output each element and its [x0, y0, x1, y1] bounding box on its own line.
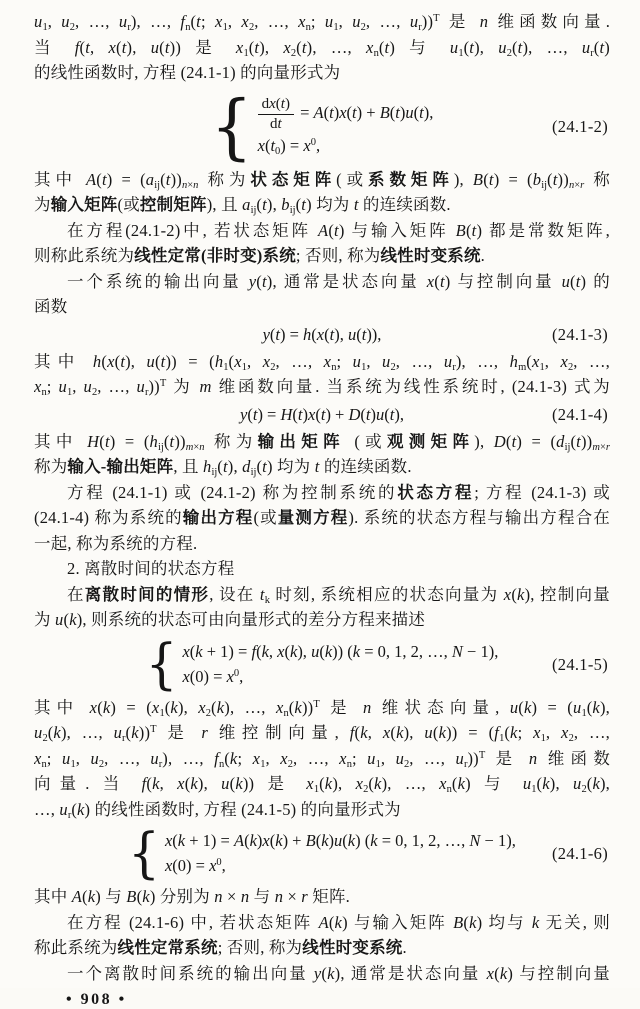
equation-body: [240, 402, 404, 427]
left-brace: {: [210, 84, 253, 168]
text-line: 为输入矩阵(或控制矩阵), 且 $a_{ij}(t)$, $b_{ij}(t)$ 均为 t 的连续函数.: [34, 195, 451, 216]
text-line: (24.1-4) 称为系统的输出方程(或量测方程). 系统的状态方程与输出方程合在: [34, 508, 610, 527]
text-line: $x_n$; $u_1$, $u_2$, …, $u_r))^T$ 为 m 维函数向量. 当系统为线性系统时, (24.1-3) 式为: [34, 377, 610, 398]
text-line: 其中 $A(t) = (a_{ij}(t))_{n\times n}$ 称为状态矩阵(或系数矩阵), $B(t) = (b_{ij}(t))_{n\times r}$ 称: [34, 169, 610, 191]
section-heading-discrete-time-state-equation: 2. 离散时间的状态方程: [67, 559, 235, 578]
text-line: 其中 $H(t) = (h_{ij}(t))_{m\times n}$ 称为输出矩阵 (或观测矩阵), $D(t) = (d_{ij}(t))_{m\times r}$: [34, 431, 610, 453]
equation-body: [145, 632, 499, 695]
equation-row: $x(0) = x^0$,: [164, 856, 226, 875]
equation-number: (24.1-3): [551, 324, 608, 344]
equation-body: [128, 821, 516, 885]
equation-body: [210, 84, 434, 168]
text-line: 一起, 称为系统的方程.: [34, 533, 198, 553]
equation-rows: [165, 828, 516, 878]
text-line: 其中 h(x(t), $u(t)) = (h_1(x_1$, $x_2$, …, $x_n$; $u_1$, $u_2$, …, $u_r$), …, $h_m(x_1$, $x_2$, …,: [34, 351, 610, 373]
equation-row: $x(0) = x^0$,: [182, 666, 244, 686]
equation-24-1-5: [34, 632, 610, 695]
text-line: 称此系统为线性定常系统; 否则, 称为线性时变系统.: [34, 938, 407, 957]
text-line: 为 u(k), 则系统的状态可由向量形式的差分方程来描述: [34, 610, 426, 629]
equation-rows: [182, 639, 498, 689]
page-body: [34, 9, 610, 986]
equation-24-1-4: [34, 402, 610, 427]
text-line: 一个离散时间系统的输出向量 y(k), 通常是状态向量 x(k) 与控制向量: [67, 963, 610, 983]
text-line: 在离散时间的情形, 设在 $t_k$ 时刻, 系统相应的状态向量为 x(k), 控制向量: [67, 584, 610, 606]
equation-row: $x(t_0) = x^0$,: [257, 135, 321, 157]
text-line: 则称此系统为线性定常(非时变)系统; 否则, 称为线性时变系统.: [34, 246, 485, 265]
text-line: 在方程(24.1-2)中, 若状态矩阵 A(t) 与输入矩阵 B(t) 都是常数矩阵,: [67, 220, 610, 240]
equation-24-1-2: [34, 84, 610, 168]
equation-rows: [258, 95, 434, 158]
text-line: 函数: [34, 297, 68, 316]
text-line: 其中 A(k) 与 B(k) 分别为 n × n 与 n × r 矩阵.: [34, 887, 350, 906]
text-line: $x_n$; $u_1$, $u_2$, …, $u_r$), …, $f_n(k$; $x_1$, $x_2$, …, $x_n$; $u_1$, $u_2$, …, $u_r))^T$ 是 n 维函数: [34, 748, 610, 770]
equation-row: x(k + 1) = A(k)x(k) + B(k)u(k) (k = 0, 1, 2, …, N − 1),: [164, 831, 516, 850]
text-line-function-vector-continuation: $u_1$, $u_2$, …, $u_r$), …, $f_n(t$; $x_1$, $x_2$, …, $x_n$; $u_1$, $u_2$, …, $u_r))^T$ 是 n 维函数向量.: [34, 12, 610, 33]
equation-rows: [263, 322, 382, 347]
equation-number: (24.1-6): [551, 843, 608, 863]
equation-rows: [240, 402, 404, 427]
equation-24-1-3: [34, 322, 610, 347]
equation-row: y(t) = h(x(t), u(t)),: [262, 324, 382, 344]
text-line: 当 f(t, x(t), u(t)) 是 $x_1(t)$, $x_2(t)$, …, $x_n(t)$ 与 $u_1(t)$, $u_2(t)$, …, $u_r(t)$: [34, 37, 610, 59]
page-number: • 908 •: [66, 991, 127, 1008]
text-line: 其中 $x(k) = (x_1(k)$, $x_2(k)$, …, $x_n(k))^T$ 是 n 维状态向量, $u(k) = (u_1(k)$,: [34, 697, 610, 719]
text-line: 一个系统的输出向量 y(t), 通常是状态向量 x(t) 与控制向量 u(t) 的: [67, 271, 610, 291]
equation-body: [263, 322, 382, 347]
text-line: 在方程 (24.1-6) 中, 若状态矩阵 A(k) 与输入矩阵 B(k) 均与 k 无关, 则: [67, 912, 610, 932]
equation-row: x(k + 1) = f(k, x(k), u(k)) (k = 0, 1, 2, …, N − 1),: [182, 641, 499, 661]
equation-number: (24.1-2): [551, 116, 608, 136]
equation-number: (24.1-4): [551, 404, 608, 424]
text-line: 称为输入-输出矩阵, 且 $h_{ij}(t)$, $d_{ij}(t)$ 均为 t 的连续函数.: [34, 457, 412, 478]
text-line: $u_2(k)$, …, $u_r(k))^T$ 是 r 维控制向量, f(k, x(k), $u(k)) = (f_1(k$; $x_1$, $x_2$, …,: [34, 723, 610, 744]
text-line: 向量. 当 f(k, x(k), u(k)) 是 $x_1(k)$, $x_2(k)$, …, $x_n(k)$ 与 $u_1(k)$, $u_2(k)$,: [34, 774, 610, 795]
equation-24-1-6: [34, 821, 610, 885]
left-brace: {: [128, 821, 160, 885]
text-line: …, $u_r(k)$ 的线性函数时, 方程 (24.1-5) 的向量形式为: [34, 799, 401, 821]
equation-number: (24.1-5): [551, 654, 608, 674]
equation-row: $\frac{dx(t)}{dt}$ = A(t)x(t) + B(t)u(t),: [258, 95, 434, 133]
equation-row: y(t) = H(t)x(t) + D(t)u(t),: [240, 404, 404, 424]
text-line: 方程 (24.1-1) 或 (24.1-2) 称为控制系统的状态方程; 方程 (24.1-3) 或: [67, 482, 610, 502]
left-brace: {: [145, 632, 178, 695]
text-line: 的线性函数时, 方程 (24.1-1) 的向量形式为: [34, 63, 341, 82]
